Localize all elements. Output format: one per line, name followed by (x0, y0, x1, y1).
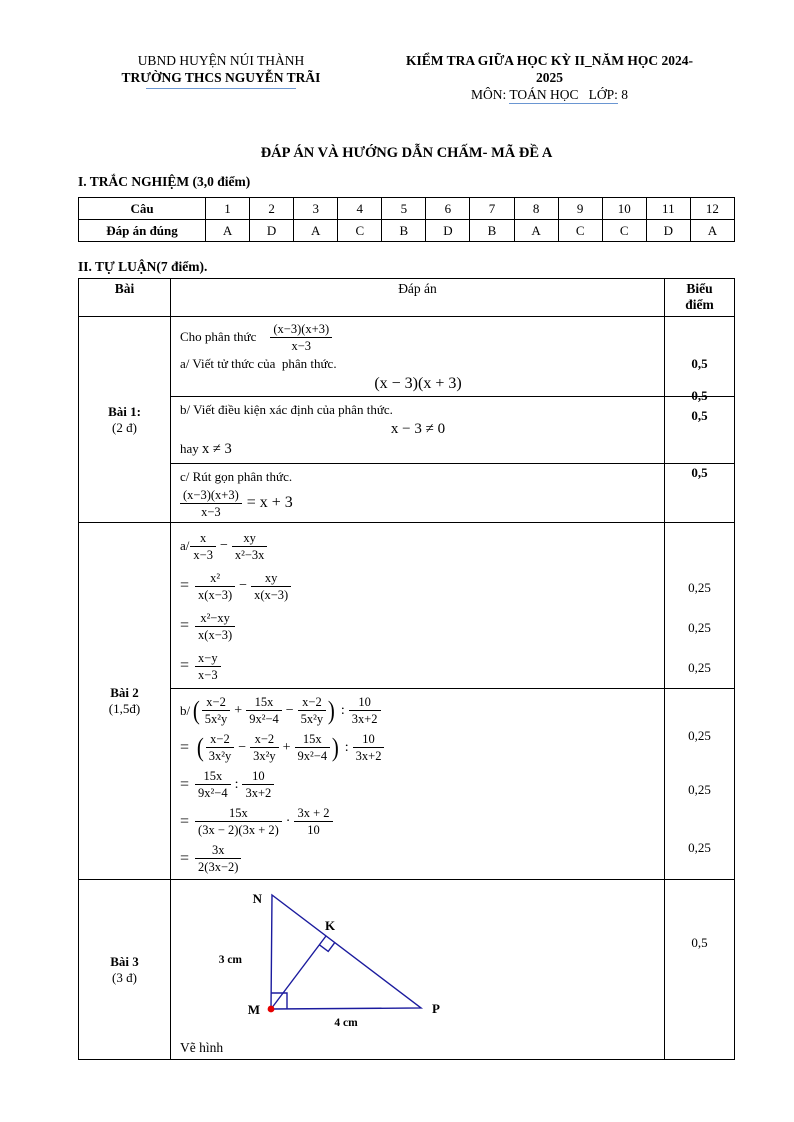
org-name: UBND HUYỆN NÚI THÀNH (137, 53, 305, 68)
section-i-heading: I. TRẮC NGHIỆM (3,0 điểm) (78, 174, 251, 189)
mc-answer-cell: D (646, 220, 690, 242)
diagram-caption: Vẽ hình (180, 1040, 224, 1055)
bai1c-rhs: = x + 3 (246, 494, 293, 511)
math-token: − (238, 739, 247, 755)
multiple-choice-table (78, 197, 735, 242)
mc-answer-cell: B (470, 220, 514, 242)
tl-header-bieu: Biểu (686, 281, 713, 296)
mc-number-cell: 9 (558, 198, 602, 220)
bai1c-scores (667, 464, 732, 482)
altitude-mk (271, 936, 326, 1009)
mc-number-cell: 8 (514, 198, 558, 220)
subject-prefix: MÔN: (470, 87, 510, 102)
bai1b-question: b/ Viết điều kiện xác định của phân thức. (180, 402, 393, 417)
mc-number-cell: 4 (338, 198, 382, 220)
math-token: = (180, 577, 190, 594)
vertex-label-k: K (324, 918, 336, 933)
mc-number-cell: 2 (250, 198, 294, 220)
mc-number-cell: 5 (382, 198, 426, 220)
equation-line (180, 840, 656, 877)
bai1b-scores (667, 388, 732, 423)
tl-header-bieudiem (665, 279, 735, 317)
bai1-label: Bài 1: (108, 403, 141, 419)
bai1c-question: c/ Rút gọn phân thức. (180, 469, 293, 484)
header-left-block (78, 52, 364, 103)
tl-header-row (79, 279, 735, 317)
bai2-label-cell (79, 523, 171, 880)
math-token: : (234, 776, 239, 792)
mc-number-cell: 3 (294, 198, 338, 220)
bai1-row-b (79, 397, 735, 464)
fraction: $\frac{x-2}{\text{3x²y}}$ (250, 732, 279, 763)
mc-answer-cell: C (602, 220, 646, 242)
bai1c-equation-line (180, 486, 656, 520)
subject-underlined: TOÁN HỌC LỚP: (509, 87, 618, 102)
bai2-row-b (79, 689, 735, 880)
triangle-diagram (180, 887, 656, 1041)
math-token: = (180, 775, 190, 793)
vertex-label-m: M (247, 1002, 260, 1017)
fraction: $\frac{x-2}{\text{5x²y}}$ (298, 695, 327, 726)
score-value: 0,5 (691, 356, 708, 371)
math-token: ) (328, 695, 335, 725)
fraction: $\frac{15x}{\text{9x²−4}}$ (246, 695, 282, 726)
vertex-dot-m (268, 1006, 275, 1013)
bai1-row-a (79, 317, 735, 397)
mc-answer-cell: D (426, 220, 470, 242)
fraction-denominator: x−3 (291, 338, 312, 353)
score-value: 0,25 (688, 782, 711, 797)
math-token: = (180, 657, 190, 674)
math-token: − (219, 538, 228, 553)
grade: 8 (617, 87, 629, 102)
equation-line (180, 692, 656, 729)
math-token: + (282, 739, 291, 755)
fraction: $\frac{15x}{\text{9x²−4}}$ (195, 769, 231, 800)
math-token: + (234, 702, 243, 718)
bai3-points: (3 đ) (112, 969, 137, 985)
bai3-answer-cell (171, 880, 665, 1060)
math-token: = (180, 849, 190, 867)
mc-answer-cell: D (250, 220, 294, 242)
mc-number-cell: 1 (206, 198, 250, 220)
mc-answer-cell: C (558, 220, 602, 242)
score-value: 0,25 (688, 580, 711, 595)
math-token: : (344, 739, 349, 755)
fraction: $\frac{x-y}{x-3}$ (195, 651, 221, 682)
tl-header-dapan: Đáp án (171, 279, 665, 317)
equation-line (180, 526, 656, 566)
essay-answer-table (78, 278, 735, 1060)
bai1c-score-cell (665, 464, 735, 523)
math-token: = (180, 812, 190, 830)
score-value: 0,5 (691, 388, 708, 403)
fraction-numerator: (x−3)(x+3) (270, 322, 332, 338)
subject-line (364, 86, 735, 103)
fraction: $\frac{10}{3x+2}$ (353, 732, 385, 763)
bai1a-intro-text: Cho phân thức (180, 329, 257, 344)
score-value: 0,25 (688, 660, 711, 675)
fraction: $\frac{3x + 2}{10}$ (294, 806, 332, 837)
fraction: $\frac{x}{x-3}$ (190, 531, 216, 562)
exam-title-line2: 2025 (536, 70, 563, 85)
score-value: 0,25 (688, 620, 711, 635)
score-value: 0,5 (691, 935, 708, 950)
vertex-label-n: N (252, 891, 262, 906)
tl-header-bai: Bài (79, 279, 171, 317)
fraction: $\frac{x-2}{\text{5x²y}}$ (202, 695, 231, 726)
bai1a-answer-cell (171, 317, 665, 397)
bai2a-answer-cell (171, 523, 665, 689)
mc-row2-label: Đáp án đúng (79, 220, 206, 242)
bai3-label: Bài 3 (110, 953, 139, 969)
hay-math: x ≠ 3 (202, 441, 232, 457)
fraction: $\frac{10}{3x+2}$ (242, 769, 274, 800)
bai1a-intro-line (180, 320, 656, 354)
equation-line (180, 566, 656, 606)
bai2a-score-cell (665, 523, 735, 689)
score-value: 0,25 (688, 728, 711, 743)
math-token: a/ (180, 538, 190, 553)
bai1b-answer-cell (171, 397, 665, 464)
mc-answer-row (79, 220, 735, 242)
bai2-points: (1,5đ) (108, 701, 141, 716)
fraction (270, 322, 332, 353)
math-token: b/ (180, 702, 191, 718)
bai3-label-cell (79, 880, 171, 1060)
mc-answer-cell: C (338, 220, 382, 242)
section-ii-heading: II. TỰ LUẬN(7 điểm). (78, 259, 208, 274)
bai1b-hay-line (180, 439, 656, 459)
side-label-mn: 3 cm (218, 954, 242, 966)
mc-question-row (79, 198, 735, 220)
mc-number-cell: 6 (426, 198, 470, 220)
fraction (180, 488, 242, 519)
math-token: · (285, 813, 291, 829)
school-name: TRƯỜNG THCS NGUYỄN TRÃI (121, 70, 321, 85)
fraction: $\frac{x-2}{\text{3x²y}}$ (206, 732, 235, 763)
mc-number-cell: 11 (646, 198, 690, 220)
equation-line (180, 606, 656, 646)
bai1b-equation: x − 3 ≠ 0 (390, 421, 446, 437)
mc-answer-cell: A (206, 220, 250, 242)
mc-number-cell: 7 (470, 198, 514, 220)
header-right-block (364, 52, 735, 103)
bai3-row (79, 880, 735, 1060)
score-value: 0,25 (688, 840, 711, 855)
mc-answer-cell: B (382, 220, 426, 242)
right-angle-mark-k (319, 943, 334, 952)
equation-line (180, 766, 656, 803)
fraction: $\frac{15x}{(3x - 2)(3x + 2)}$ (195, 806, 282, 837)
math-token: ( (192, 695, 200, 725)
bai2b-score-cell (665, 689, 735, 880)
mc-number-cell: 10 (602, 198, 646, 220)
mc-answer-cell: A (514, 220, 558, 242)
page-title: ĐÁP ÁN VÀ HƯỚNG DẪN CHẤM- MÃ ĐỀ A (260, 145, 553, 161)
bai1a-result: (x − 3)(x + 3) (374, 375, 462, 392)
bai2b-answer-cell (171, 689, 665, 880)
triangle-outline (271, 895, 421, 1009)
fraction: $\frac{\text{x²}}{x(x-3)}$ (195, 571, 235, 602)
fraction: $\frac{\text{x²−xy}}{x(x-3)}$ (195, 611, 235, 642)
bai3-score-cell (665, 880, 735, 1060)
bai2-label: Bài 2 (110, 685, 139, 700)
math-token: ) (331, 732, 339, 762)
mc-row1-label: Câu (79, 198, 206, 220)
fraction-numerator: (x−3)(x+3) (180, 488, 242, 504)
bai1b-score-cell (665, 388, 735, 464)
equation-line (180, 803, 656, 840)
fraction: $\frac{3x}{2(3x-2)}$ (195, 843, 241, 874)
fraction: $\frac{10}{3x+2}$ (349, 695, 381, 726)
bai1-points: (2 đ) (112, 419, 137, 435)
equation-line (180, 729, 656, 766)
mc-number-cell: 12 (690, 198, 734, 220)
math-token: − (239, 578, 248, 593)
mc-answer-cell: A (294, 220, 338, 242)
score-value: 0,5 (691, 408, 708, 423)
bai2-row-a (79, 523, 735, 689)
tl-header-diem: điểm (685, 297, 714, 312)
vertex-label-p: P (432, 1001, 440, 1016)
hay-text: hay (180, 441, 203, 456)
math-token: − (285, 702, 294, 718)
bai1-label-cell (79, 317, 171, 523)
bai1a-score-cell (665, 317, 735, 397)
fraction: $\frac{xy}{\text{x²−3x}}$ (232, 531, 268, 562)
math-token: : (340, 702, 345, 718)
bai1c-answer-cell (171, 464, 665, 523)
fraction: $\frac{15x}{\text{9x²−4}}$ (295, 732, 331, 763)
equation-line (180, 646, 656, 686)
exam-title-line1: KIỂM TRA GIỮA HỌC KỲ II_NĂM HỌC 2024- (406, 53, 693, 68)
fraction-denominator: x−3 (201, 504, 221, 519)
side-label-mp: 4 cm (334, 1017, 358, 1029)
math-token: = (180, 617, 190, 634)
document-header (78, 52, 735, 103)
school-underline (146, 88, 296, 89)
mc-answer-cell: A (690, 220, 734, 242)
math-token: = (180, 738, 190, 756)
math-token: ( (196, 732, 204, 762)
score-value: 0,5 (691, 465, 708, 480)
bai1a-question: a/ Viết tử thức của phân thức. (180, 356, 337, 371)
fraction: $\frac{xy}{x(x-3)}$ (251, 571, 291, 602)
bai1-row-c (79, 464, 735, 523)
